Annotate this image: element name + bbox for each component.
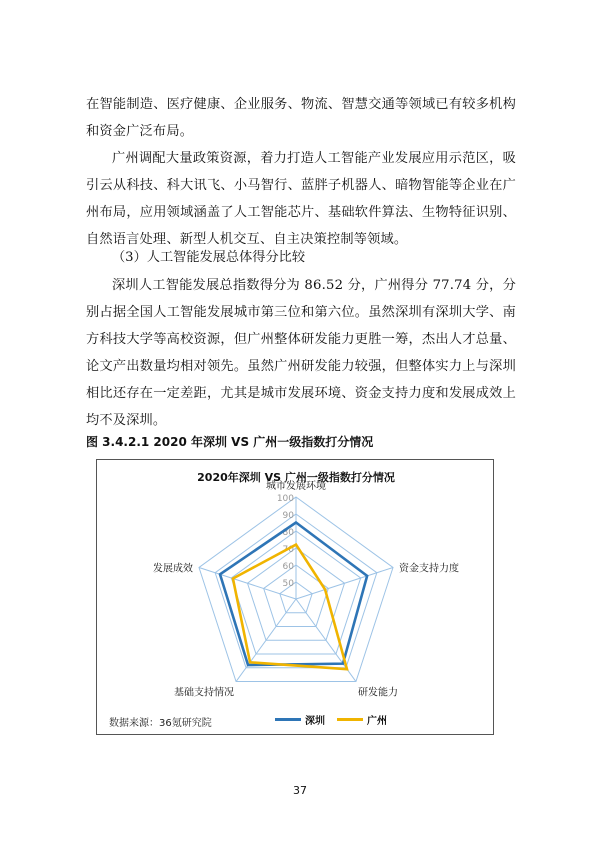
- paragraph-2: 广州调配大量政策资源，着力打造人工智能产业发展应用示范区，吸引云从科技、科大讯飞、小马智行、蓝胖子机器人、暗物智能等企业在广州布局，应用领域涵盖了人工智能芯片、基础软件算法、生物特征识别、自然语言处理、新型人机交互、自主决策控制等领域。: [86, 151, 516, 247]
- radar-chart: [97, 460, 495, 736]
- series-line-0: [220, 523, 367, 666]
- legend-swatch-guangzhou: [337, 718, 363, 721]
- tick-label-60: 60: [282, 562, 294, 572]
- grid-spoke-4: [199, 567, 296, 599]
- radar-chart-frame: [96, 459, 494, 735]
- grid-spoke-1: [296, 567, 393, 599]
- axis-label-1: 资金支持力度: [399, 563, 460, 575]
- tick-label-50: 50: [282, 579, 294, 589]
- tick-label-80: 80: [282, 528, 294, 538]
- paragraph-1: 在智能制造、医疗健康、企业服务、物流、智慧交通等领域已有较多机构和资金广泛布局。: [86, 97, 516, 139]
- legend-item-shenzhen: [275, 712, 325, 727]
- axis-label-4: 发展成效: [152, 563, 193, 575]
- tick-label-100: 100: [276, 494, 294, 504]
- chart-legend: [275, 712, 399, 727]
- paragraph-3: 深圳人工智能发展总指数得分为 86.52 分，广州得分 77.74 分，分别占据全国人工智能发展城市第三位和第六位。虽然深圳有深圳大学、南方科技大学等高校资源，但广州整体研发能力更胜一筹，杰出人才总量、论文产出数量均相对领先。虽然广州研发能力较强，但整体实力上与深圳相比还存在一定差距，尤其是城市发展环境、资金支持力度和发展成效上均不及深圳。: [86, 278, 516, 428]
- legend-label-guangzhou: 广州: [367, 716, 387, 727]
- section-heading: （3）人工智能发展总体得分比较: [112, 250, 306, 265]
- axis-label-3: 基础支持情况: [174, 687, 235, 699]
- legend-label-shenzhen: 深圳: [305, 716, 325, 727]
- axis-label-2: 研发能力: [357, 687, 398, 699]
- legend-item-guangzhou: [337, 712, 387, 727]
- page-number: 37: [293, 784, 307, 797]
- figure-caption: 图 3.4.2.1 2020 年深圳 VS 广州一级指数打分情况: [86, 435, 374, 449]
- chart-title: 2020年深圳 VS 广州一级指数打分情况: [197, 471, 395, 484]
- tick-label-90: 90: [282, 511, 294, 521]
- axis-label-0: 城市发展环境: [266, 481, 326, 492]
- legend-swatch-shenzhen: [275, 718, 301, 721]
- data-source: 数据来源：36氪研究院: [109, 718, 212, 729]
- tick-label-70: 70: [282, 545, 294, 555]
